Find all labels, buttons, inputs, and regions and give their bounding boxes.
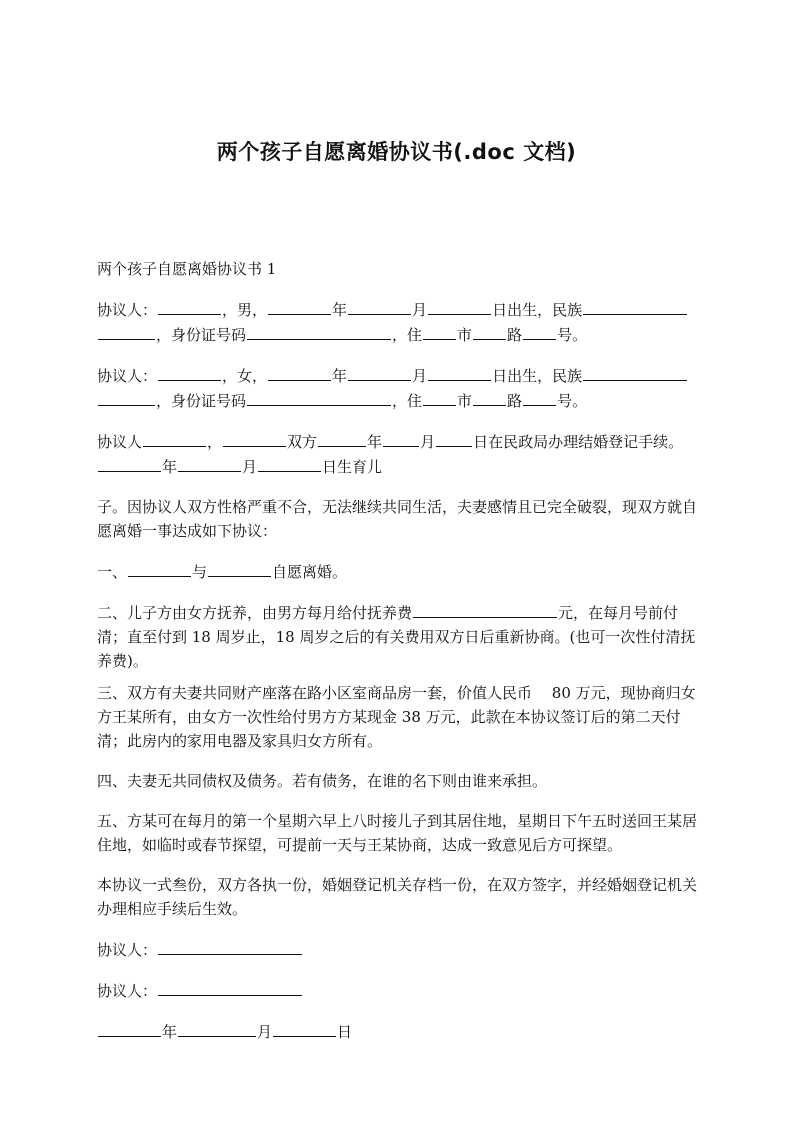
- document-body: [97, 257, 703, 1044]
- fill-in-blank: [247, 322, 391, 340]
- paragraph-clause-3: [97, 681, 703, 753]
- paragraph-text: 协议人：: [97, 301, 158, 319]
- agreement-paragraphs: [97, 297, 703, 1044]
- paragraph-text: 路: [507, 392, 523, 410]
- paragraph-marriage: [97, 429, 703, 479]
- paragraph-text: 日生育儿: [322, 458, 383, 476]
- paragraph-text: 年: [332, 367, 348, 385]
- paragraph-text: 号。: [557, 392, 588, 410]
- fill-in-blank: [523, 388, 556, 406]
- fill-in-blank: [158, 297, 221, 315]
- paragraph-text: 元，在每月号前付清；直至付到 18 周岁止，18 周岁之后的有关费用双方日后重新协商。(也可一次性付清抚养费)。: [97, 604, 696, 670]
- fill-in-blank: [98, 322, 155, 340]
- paragraph-text: 本协议一式叁份，双方各执一份，婚姻登记机关存档一份，在双方签字，并经婚姻登记机关办理相应手续后生效。: [97, 876, 698, 918]
- paragraph-text: ，女，: [222, 367, 268, 385]
- fill-in-blank: [413, 600, 557, 618]
- fill-in-blank: [158, 937, 302, 955]
- fill-in-blank: [247, 388, 391, 406]
- paragraph-clause-5: [97, 809, 703, 857]
- paragraph-text: 双方: [287, 433, 318, 451]
- paragraph-clause-2: [97, 600, 703, 673]
- paragraph-text: 年: [367, 433, 383, 451]
- paragraph-text: 自愿离婚。: [272, 563, 348, 581]
- paragraph-text: 年: [332, 301, 348, 319]
- document-subtitle: 两个孩子自愿离婚协议书 1: [97, 260, 277, 278]
- paragraph-signature-1: [97, 937, 703, 962]
- paragraph-text: 年: [162, 1023, 178, 1041]
- paragraph-text: 与: [192, 563, 208, 581]
- paragraph-text: 协议人：: [97, 367, 158, 385]
- paragraph-text: 子。因协议人双方性格严重不合，无法继续共同生活，夫妻感情且已完全破裂，现双方就自愿离婚一事达成如下协议：: [97, 498, 698, 540]
- fill-in-blank: [436, 429, 472, 447]
- fill-in-blank: [428, 297, 491, 315]
- paragraph-text: 三、双方有夫妻共同财产座落在路小区室商品房一套，价值人民币 80 万元，现协商归女方王某所有，由女方一次性给付男方方某现金 38 万元，此款在本协议签订后的第二天付清；此房内的家用电器及家具归女方所有。: [97, 684, 696, 750]
- fill-in-blank: [178, 1019, 256, 1037]
- fill-in-blank: [383, 429, 419, 447]
- paragraph-text: 路: [507, 326, 523, 344]
- fill-in-blank: [158, 978, 302, 996]
- fill-in-blank: [423, 388, 456, 406]
- paragraph-text: 日: [337, 1023, 353, 1041]
- fill-in-blank: [318, 429, 366, 447]
- fill-in-blank: [178, 454, 241, 472]
- fill-in-blank: [348, 363, 411, 381]
- paragraph-text: 一、: [97, 563, 128, 581]
- paragraph-text: 月: [412, 367, 428, 385]
- paragraph-signature-2: [97, 978, 703, 1003]
- fill-in-blank: [583, 297, 687, 315]
- fill-in-blank: [268, 363, 331, 381]
- paragraph-text: ，住: [392, 392, 423, 410]
- paragraph-text: 日出生，民族: [492, 301, 583, 319]
- fill-in-blank: [208, 559, 271, 577]
- fill-in-blank: [128, 559, 191, 577]
- paragraph-text: 二、儿子方由女方抚养，由男方每月给付抚养费: [97, 604, 413, 622]
- document-title: 两个孩子自愿离婚协议书(.doc 文档): [216, 140, 577, 164]
- fill-in-blank: [98, 388, 155, 406]
- paragraph-text: ，身份证号码: [156, 392, 247, 410]
- fill-in-blank: [348, 297, 411, 315]
- paragraph-text: 日出生，民族: [492, 367, 583, 385]
- paragraph-text: 四、夫妻无共同债权及债务。若有债务，在谁的名下则由谁来承担。: [97, 772, 548, 790]
- paragraph-text: ，住: [392, 326, 423, 344]
- fill-in-blank: [428, 363, 491, 381]
- paragraph-effect: [97, 873, 703, 921]
- fill-in-blank: [473, 388, 506, 406]
- fill-in-blank: [98, 454, 161, 472]
- fill-in-blank: [273, 1019, 336, 1037]
- paragraph-text: 年: [162, 458, 178, 476]
- paragraph-text: 协议人：: [97, 982, 158, 1000]
- paragraph-text: ，: [207, 433, 223, 451]
- paragraph-text: 月: [242, 458, 258, 476]
- fill-in-blank: [223, 429, 286, 447]
- paragraph-text: 号。: [557, 326, 588, 344]
- paragraph-text: 市: [457, 392, 473, 410]
- paragraph-party-1: [97, 297, 703, 347]
- fill-in-blank: [523, 322, 556, 340]
- fill-in-blank: [143, 429, 206, 447]
- paragraph-text: ，男，: [222, 301, 268, 319]
- paragraph-text: 协议人：: [97, 941, 158, 959]
- paragraph-reason: [97, 495, 703, 543]
- paragraph-text: 月: [420, 433, 436, 451]
- fill-in-blank: [258, 454, 321, 472]
- paragraph-text: 月: [257, 1023, 273, 1041]
- paragraph-party-2: [97, 363, 703, 413]
- paragraph-text: 市: [457, 326, 473, 344]
- paragraph-text: 五、方某可在每月的第一个星期六早上八时接儿子到其居住地，星期日下午五时送回王某居住地，如临时或春节探望，可提前一天与王某协商，达成一致意见后方可探望。: [97, 812, 698, 854]
- fill-in-blank: [583, 363, 687, 381]
- paragraph-text: 月: [412, 301, 428, 319]
- paragraph-text: 日在民政局办理结婚登记手续。: [473, 433, 684, 451]
- fill-in-blank: [423, 322, 456, 340]
- paragraph-text: ，身份证号码: [156, 326, 247, 344]
- paragraph-text: 协议人: [97, 433, 143, 451]
- fill-in-blank: [98, 1019, 161, 1037]
- fill-in-blank: [158, 363, 221, 381]
- fill-in-blank: [268, 297, 331, 315]
- paragraph-date-line: [97, 1019, 703, 1044]
- paragraph-clause-1: [97, 559, 703, 584]
- fill-in-blank: [473, 322, 506, 340]
- paragraph-clause-4: [97, 769, 703, 793]
